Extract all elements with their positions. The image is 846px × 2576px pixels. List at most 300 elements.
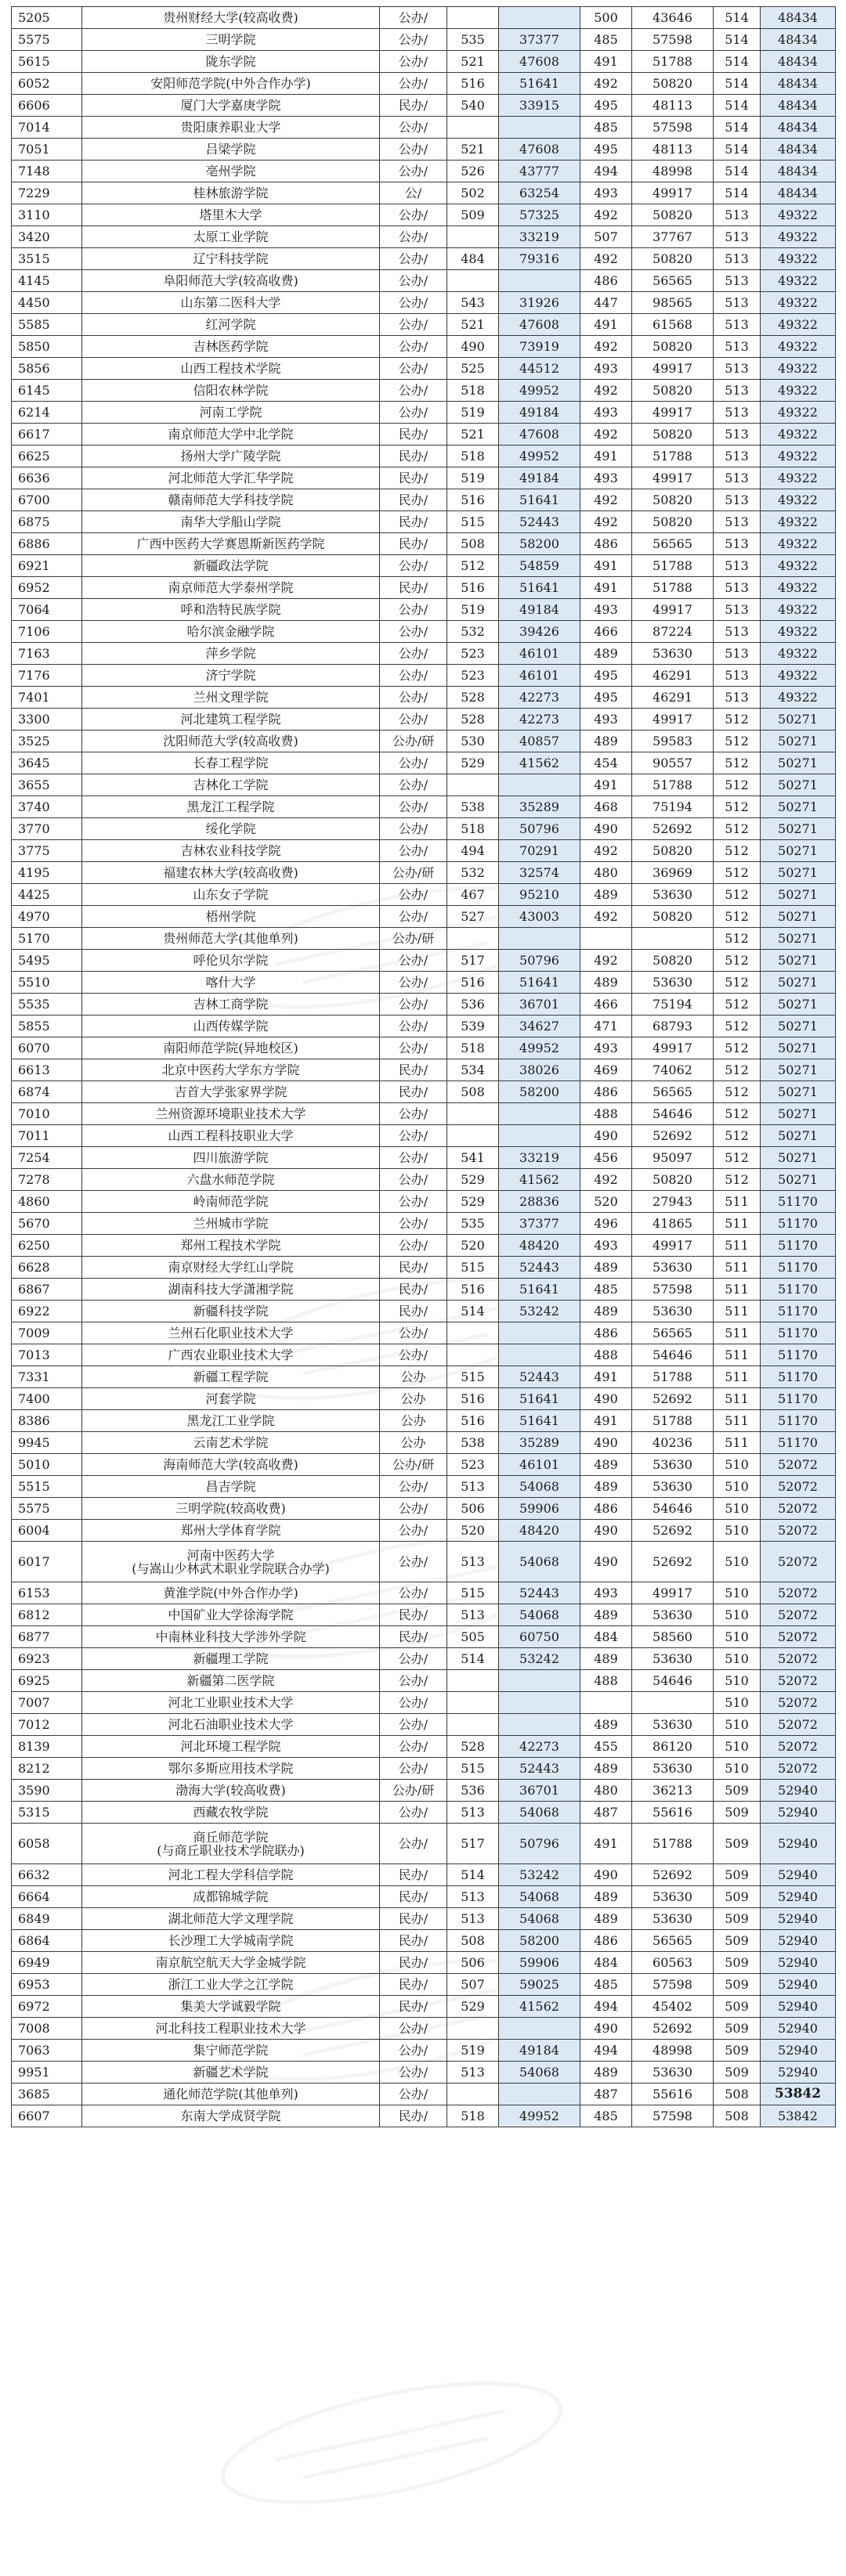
cell-score-b: 490	[580, 1864, 632, 1886]
cell-rank-c: 51170	[761, 1322, 836, 1344]
table-row	[12, 270, 836, 292]
cell-type: 公办/	[380, 1191, 447, 1213]
cell-type: 公办/	[380, 621, 447, 643]
cell-score-c: 512	[714, 950, 761, 972]
cell-code: 3775	[12, 840, 82, 862]
cell-rank-a: 35289	[499, 1432, 580, 1454]
cell-score-b: 487	[580, 1802, 632, 1824]
cell-score-a: 508	[447, 1081, 499, 1103]
cell-rank-b: 75194	[632, 796, 714, 818]
table-row	[12, 226, 836, 248]
cell-type: 民办/	[380, 1996, 447, 2018]
cell-code: 7400	[12, 1388, 82, 1410]
table-row	[12, 818, 836, 840]
cell-name: 兰州文理学院	[82, 687, 380, 709]
cell-rank-b: 49917	[632, 1582, 714, 1604]
cell-rank-c: 53842	[761, 2084, 836, 2105]
cell-score-c: 513	[714, 380, 761, 402]
cell-score-b: 488	[580, 1670, 632, 1692]
cell-score-b: 491	[580, 1410, 632, 1432]
cell-score-c: 509	[714, 1886, 761, 1908]
cell-name: 河北石油职业技术大学	[82, 1714, 380, 1736]
table-row	[12, 1952, 836, 1974]
cell-score-b: 494	[580, 1996, 632, 2018]
cell-type: 公办/	[380, 884, 447, 906]
cell-score-c: 510	[714, 1454, 761, 1476]
cell-rank-c: 52072	[761, 1476, 836, 1498]
cell-rank-c: 51170	[761, 1235, 836, 1257]
cell-type: 民办/	[380, 95, 447, 117]
cell-name: 绥化学院	[82, 818, 380, 840]
cell-name: 河北师范大学汇华学院	[82, 467, 380, 489]
table-row	[12, 1648, 836, 1670]
cell-rank-a: 46101	[499, 1454, 580, 1476]
cell-score-a	[447, 1344, 499, 1366]
cell-rank-b: 54646	[632, 1498, 714, 1520]
cell-rank-c: 52072	[761, 1670, 836, 1692]
cell-score-c: 512	[714, 1147, 761, 1169]
cell-score-b: 489	[580, 1714, 632, 1736]
cell-rank-a	[499, 1692, 580, 1714]
table-row	[12, 51, 836, 73]
cell-rank-a: 51641	[499, 1279, 580, 1301]
cell-score-a: 516	[447, 1279, 499, 1301]
cell-score-c: 513	[714, 489, 761, 511]
cell-score-a: 513	[447, 1476, 499, 1498]
cell-rank-b: 49917	[632, 358, 714, 380]
cell-rank-b: 53630	[632, 643, 714, 665]
cell-name: 三明学院	[82, 29, 380, 51]
cell-type: 公办/研	[380, 862, 447, 884]
cell-name: 吉林医药学院	[82, 336, 380, 358]
cell-code: 7106	[12, 621, 82, 643]
cell-code: 7013	[12, 1344, 82, 1366]
cell-type: 民办/	[380, 467, 447, 489]
cell-rank-c: 49322	[761, 643, 836, 665]
cell-score-c: 512	[714, 1169, 761, 1191]
cell-rank-c: 48434	[761, 117, 836, 139]
table-row	[12, 1542, 836, 1582]
cell-rank-a: 54068	[499, 1476, 580, 1498]
cell-rank-a: 44512	[499, 358, 580, 380]
cell-score-a: 513	[447, 2062, 499, 2084]
cell-score-a: 506	[447, 1952, 499, 1974]
cell-type: 公办/	[380, 314, 447, 336]
score-table	[11, 6, 836, 2127]
cell-code: 3525	[12, 731, 82, 752]
cell-score-c: 510	[714, 1498, 761, 1520]
cell-rank-c: 52072	[761, 1582, 836, 1604]
cell-rank-b: 49917	[632, 1235, 714, 1257]
cell-score-b: 495	[580, 95, 632, 117]
cell-type: 公办/	[380, 906, 447, 928]
cell-name: 南京航空航天大学金城学院	[82, 1952, 380, 1974]
cell-rank-b: 51788	[632, 774, 714, 796]
cell-score-c: 509	[714, 1864, 761, 1886]
cell-name: 厦门大学嘉庚学院	[82, 95, 380, 117]
cell-score-c: 510	[714, 1648, 761, 1670]
cell-rank-c: 50271	[761, 862, 836, 884]
cell-code: 3645	[12, 752, 82, 774]
cell-name	[82, 1542, 380, 1582]
table-row	[12, 467, 836, 489]
cell-rank-c: 52940	[761, 1908, 836, 1930]
cell-type: 公办/	[380, 1714, 447, 1736]
cell-rank-b: 54646	[632, 1103, 714, 1125]
cell-rank-c: 50271	[761, 1169, 836, 1191]
cell-rank-b: 51788	[632, 555, 714, 577]
cell-score-c: 510	[714, 1604, 761, 1626]
cell-score-b: 491	[580, 314, 632, 336]
cell-score-a	[447, 1103, 499, 1125]
table-row	[12, 950, 836, 972]
cell-rank-a: 70291	[499, 840, 580, 862]
table-row	[12, 1974, 836, 1996]
cell-score-c: 511	[714, 1257, 761, 1279]
cell-code: 7014	[12, 117, 82, 139]
cell-type: 公办/	[380, 796, 447, 818]
cell-rank-c: 52940	[761, 1864, 836, 1886]
cell-score-c: 511	[714, 1191, 761, 1213]
cell-score-c: 513	[714, 687, 761, 709]
cell-type: 公办/	[380, 380, 447, 402]
cell-name: 兰州石化职业技术大学	[82, 1322, 380, 1344]
cell-type: 公办/	[380, 840, 447, 862]
cell-rank-a: 53242	[499, 1864, 580, 1886]
cell-rank-a: 58200	[499, 533, 580, 555]
cell-name: 鄂尔多斯应用技术学院	[82, 1758, 380, 1780]
cell-code: 6849	[12, 1908, 82, 1930]
cell-score-c: 510	[714, 1714, 761, 1736]
cell-score-b: 493	[580, 709, 632, 731]
cell-rank-b: 36213	[632, 1780, 714, 1802]
cell-type: 公办/	[380, 1344, 447, 1366]
cell-rank-c: 52072	[761, 1520, 836, 1542]
cell-type: 公办/	[380, 709, 447, 731]
cell-score-a: 514	[447, 1648, 499, 1670]
cell-type: 民办/	[380, 1908, 447, 1930]
cell-score-c: 514	[714, 182, 761, 204]
cell-score-c: 512	[714, 906, 761, 928]
cell-score-c: 514	[714, 7, 761, 29]
cell-score-c: 513	[714, 643, 761, 665]
cell-type: 公办/	[380, 972, 447, 994]
cell-rank-c: 50271	[761, 1081, 836, 1103]
cell-rank-c: 50271	[761, 818, 836, 840]
cell-rank-a: 59906	[499, 1952, 580, 1974]
cell-score-a: 507	[447, 1974, 499, 1996]
cell-rank-b: 74062	[632, 1059, 714, 1081]
table-row	[12, 424, 836, 446]
cell-score-c: 512	[714, 1016, 761, 1037]
cell-rank-a: 54068	[499, 1542, 580, 1582]
cell-name: 兰州城市学院	[82, 1213, 380, 1235]
cell-score-c: 513	[714, 621, 761, 643]
cell-name: 桂林旅游学院	[82, 182, 380, 204]
cell-score-a: 516	[447, 73, 499, 95]
cell-name: 北京中医药大学东方学院	[82, 1059, 380, 1081]
cell-rank-a: 51641	[499, 577, 580, 599]
cell-type: 公办/	[380, 226, 447, 248]
cell-rank-b: 50820	[632, 380, 714, 402]
table-row	[12, 1626, 836, 1648]
cell-score-b: 484	[580, 1952, 632, 1974]
cell-rank-c: 48434	[761, 29, 836, 51]
cell-score-a: 513	[447, 1802, 499, 1824]
cell-type: 民办/	[380, 1886, 447, 1908]
cell-rank-a: 51641	[499, 73, 580, 95]
cell-rank-b: 51788	[632, 1366, 714, 1388]
cell-rank-b: 54646	[632, 1670, 714, 1692]
cell-type: 民办/	[380, 1864, 447, 1886]
cell-score-c: 510	[714, 1542, 761, 1582]
cell-code: 6923	[12, 1648, 82, 1670]
cell-score-b: 456	[580, 1147, 632, 1169]
cell-score-c: 509	[714, 2018, 761, 2040]
cell-name: 南京师范大学泰州学院	[82, 577, 380, 599]
cell-score-a: 521	[447, 139, 499, 161]
cell-score-c: 509	[714, 1780, 761, 1802]
cell-rank-a: 42273	[499, 709, 580, 731]
cell-type: 公办/	[380, 1824, 447, 1864]
cell-type: 民办/	[380, 511, 447, 533]
cell-score-c: 514	[714, 73, 761, 95]
cell-score-b: 489	[580, 2062, 632, 2084]
cell-rank-a: 58200	[499, 1081, 580, 1103]
cell-name: 山西工程科技职业大学	[82, 1125, 380, 1147]
cell-rank-c: 50271	[761, 1147, 836, 1169]
cell-rank-a: 49184	[499, 467, 580, 489]
cell-rank-b: 57598	[632, 29, 714, 51]
cell-rank-a: 54068	[499, 2062, 580, 2084]
cell-score-b: 484	[580, 1626, 632, 1648]
cell-rank-c: 52072	[761, 1758, 836, 1780]
cell-score-a: 516	[447, 577, 499, 599]
cell-rank-a: 33915	[499, 95, 580, 117]
cell-rank-a: 53242	[499, 1648, 580, 1670]
cell-score-c: 509	[714, 1952, 761, 1974]
cell-rank-a: 51641	[499, 1388, 580, 1410]
cell-rank-c: 50271	[761, 731, 836, 752]
cell-score-c: 513	[714, 511, 761, 533]
table-row	[12, 1081, 836, 1103]
cell-rank-c: 50271	[761, 1037, 836, 1059]
table-row	[12, 1432, 836, 1454]
cell-rank-b: 87224	[632, 621, 714, 643]
cell-type: 公办/研	[380, 1454, 447, 1476]
cell-rank-b: 95097	[632, 1147, 714, 1169]
cell-score-a: 543	[447, 292, 499, 314]
cell-score-a: 528	[447, 687, 499, 709]
cell-score-c: 514	[714, 117, 761, 139]
cell-name: 新疆政法学院	[82, 555, 380, 577]
cell-rank-c: 48434	[761, 73, 836, 95]
cell-name: 吉林化工学院	[82, 774, 380, 796]
cell-rank-b: 57598	[632, 117, 714, 139]
cell-name: 集美大学诚毅学院	[82, 1996, 380, 2018]
cell-name: 信阳农林学院	[82, 380, 380, 402]
cell-rank-a: 79316	[499, 248, 580, 270]
cell-rank-a: 33219	[499, 226, 580, 248]
cell-code: 7051	[12, 139, 82, 161]
cell-rank-a: 49952	[499, 446, 580, 467]
cell-score-b: 489	[580, 1454, 632, 1476]
table-row	[12, 380, 836, 402]
cell-rank-a	[499, 2018, 580, 2040]
cell-code: 7010	[12, 1103, 82, 1125]
table-row	[12, 1886, 836, 1908]
cell-type: 公办/	[380, 402, 447, 424]
cell-rank-c: 51170	[761, 1366, 836, 1388]
cell-type: 公/	[380, 182, 447, 204]
cell-type: 公办	[380, 1410, 447, 1432]
cell-score-b: 488	[580, 1344, 632, 1366]
cell-name: 新疆工程学院	[82, 1366, 380, 1388]
table-row	[12, 709, 836, 731]
cell-rank-a: 49184	[499, 402, 580, 424]
cell-score-b: 486	[580, 1322, 632, 1344]
cell-code: 6004	[12, 1520, 82, 1542]
table-row	[12, 1169, 836, 1191]
cell-score-c: 511	[714, 1301, 761, 1322]
cell-score-b: 489	[580, 884, 632, 906]
cell-code: 5495	[12, 950, 82, 972]
cell-score-c: 509	[714, 2062, 761, 2084]
cell-score-a: 516	[447, 1388, 499, 1410]
cell-score-b: 492	[580, 204, 632, 226]
cell-name: 阜阳师范大学(较高收费)	[82, 270, 380, 292]
cell-code: 7148	[12, 161, 82, 182]
cell-score-a: 518	[447, 1037, 499, 1059]
cell-score-b: 495	[580, 139, 632, 161]
cell-type: 公办/研	[380, 731, 447, 752]
cell-rank-b: 51788	[632, 51, 714, 73]
cell-rank-b: 50820	[632, 840, 714, 862]
cell-name: 红河学院	[82, 314, 380, 336]
cell-rank-c: 50271	[761, 709, 836, 731]
cell-score-c: 514	[714, 139, 761, 161]
cell-rank-a: 48420	[499, 1520, 580, 1542]
cell-type: 公办/	[380, 555, 447, 577]
cell-rank-a	[499, 1344, 580, 1366]
cell-rank-b: 50820	[632, 248, 714, 270]
cell-code: 7012	[12, 1714, 82, 1736]
table-row	[12, 1235, 836, 1257]
cell-score-a: 521	[447, 314, 499, 336]
cell-rank-b: 52692	[632, 1388, 714, 1410]
cell-score-a	[447, 1692, 499, 1714]
cell-type: 公办/	[380, 2018, 447, 2040]
cell-rank-c: 51170	[761, 1301, 836, 1322]
cell-rank-b: 57598	[632, 2105, 714, 2127]
cell-score-b: 492	[580, 1169, 632, 1191]
cell-score-c: 513	[714, 314, 761, 336]
cell-score-b: 490	[580, 1432, 632, 1454]
cell-name: 黑龙江工业学院	[82, 1410, 380, 1432]
cell-code: 7401	[12, 687, 82, 709]
cell-name: 山西工程技术学院	[82, 358, 380, 380]
cell-rank-c: 52940	[761, 1886, 836, 1908]
cell-rank-b: 53630	[632, 1257, 714, 1279]
cell-rank-c: 49322	[761, 204, 836, 226]
cell-score-b: 485	[580, 29, 632, 51]
cell-rank-c: 52072	[761, 1542, 836, 1582]
cell-rank-b: 41865	[632, 1213, 714, 1235]
cell-type: 公办/	[380, 665, 447, 687]
cell-score-a: 529	[447, 1169, 499, 1191]
cell-score-a: 538	[447, 796, 499, 818]
cell-rank-a: 46101	[499, 643, 580, 665]
watermark-logo-5	[213, 2360, 570, 2527]
table-row	[12, 446, 836, 467]
cell-code: 7278	[12, 1169, 82, 1191]
cell-score-b: 489	[580, 1908, 632, 1930]
cell-rank-c: 49322	[761, 555, 836, 577]
table-row	[12, 1670, 836, 1692]
table-row	[12, 1016, 836, 1037]
cell-score-c: 512	[714, 884, 761, 906]
cell-score-a: 512	[447, 555, 499, 577]
cell-rank-c: 49322	[761, 621, 836, 643]
cell-score-a	[447, 226, 499, 248]
table-row	[12, 489, 836, 511]
cell-type: 民办/	[380, 489, 447, 511]
cell-rank-a: 54068	[499, 1886, 580, 1908]
cell-rank-c: 51170	[761, 1388, 836, 1410]
cell-code: 6017	[12, 1542, 82, 1582]
cell-score-a: 520	[447, 1520, 499, 1542]
cell-code: 7008	[12, 2018, 82, 2040]
cell-rank-c: 52072	[761, 1692, 836, 1714]
cell-rank-c: 52072	[761, 1736, 836, 1758]
cell-type: 公办	[380, 1432, 447, 1454]
table-row	[12, 599, 836, 621]
cell-code: 6953	[12, 1974, 82, 1996]
cell-type: 民办/	[380, 1930, 447, 1952]
cell-rank-c: 50271	[761, 928, 836, 950]
cell-rank-c: 52940	[761, 1780, 836, 1802]
cell-type: 公办/	[380, 643, 447, 665]
cell-rank-a: 41562	[499, 1996, 580, 2018]
cell-score-a: 516	[447, 1410, 499, 1432]
cell-rank-c: 53842	[761, 2105, 836, 2127]
cell-score-a: 509	[447, 204, 499, 226]
cell-rank-c: 49322	[761, 380, 836, 402]
table-row	[12, 1780, 836, 1802]
cell-score-c: 514	[714, 161, 761, 182]
cell-score-c: 511	[714, 1344, 761, 1366]
cell-rank-b: 53630	[632, 1714, 714, 1736]
cell-type: 民办/	[380, 1301, 447, 1322]
cell-score-a: 520	[447, 1235, 499, 1257]
cell-score-c: 511	[714, 1322, 761, 1344]
cell-rank-b: 27943	[632, 1191, 714, 1213]
cell-type: 民办/	[380, 1952, 447, 1974]
cell-rank-a: 52443	[499, 1758, 580, 1780]
cell-score-c: 513	[714, 555, 761, 577]
cell-rank-b: 50820	[632, 950, 714, 972]
cell-code: 7163	[12, 643, 82, 665]
cell-score-b: 492	[580, 424, 632, 446]
table-row	[12, 774, 836, 796]
cell-rank-b: 56565	[632, 1081, 714, 1103]
cell-type: 公办	[380, 1366, 447, 1388]
table-row	[12, 161, 836, 182]
cell-score-a: 502	[447, 182, 499, 204]
cell-code: 6058	[12, 1824, 82, 1864]
cell-score-b: 493	[580, 1582, 632, 1604]
table-row	[12, 1410, 836, 1432]
